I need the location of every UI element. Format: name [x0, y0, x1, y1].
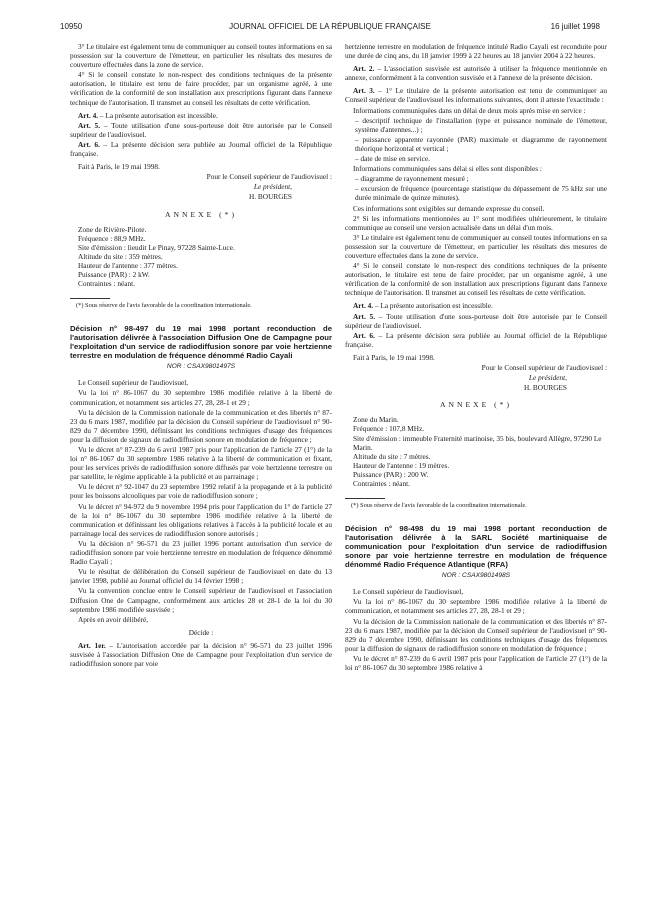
annexe-line: Zone du Marin.: [353, 415, 399, 425]
paragraph: Vu la loi n° 86-1067 du 30 septembre 1986 modifiée relative à la liberté de communication, et notamment ses articles 27, 28, 28-1 et 29 ;: [70, 388, 332, 407]
article-5: [345, 312, 607, 330]
article-text: – Toute utilisation d'une sous-porteuse doit être autorisée par le Conseil supérieur de l'audiovisuel.: [70, 120, 332, 139]
article-text: – 1° Le titulaire de la présente autorisation est tenu de communiquer au Conseil supérieur de l'audiovisuel les informations suivantes, dont il atteste l'exactitude :: [345, 86, 607, 105]
paragraph: 4° Si le conseil constate le non-respect des conditions techniques de la présente autorisation, le titulaire est tenu de faire procéder, par un organisme agréé, à une vérification de la conformité de son installation aux prescriptions figurant dans l'annexe technique de l'autorisation. Il transmet au conseil les résultats de cette vérification.: [70, 70, 332, 107]
paragraph: Vu la décision de la Commission nationale de la communication et des libertés n° 87-23 du 6 mars 1987, modifiée par la décision du Conseil supérieur de l'audiovisuel n° 90-829 du 7 décembre 1990, définissant les conditions techniques d'usage des fréquences pour la diffusion de signaux de radiodiffusion sonore en modulation de fréquence ;: [345, 616, 607, 653]
annexe-line: Altitude du site : 359 mètres.: [78, 251, 163, 261]
done-at: Fait à Paris, le 19 mai 1998.: [353, 352, 435, 362]
annexe-line: Site d'émission : lieudit Le Pinay, 97228 Sainte-Luce.: [78, 242, 235, 252]
article-2: [345, 64, 607, 82]
article-text: – La présente décision sera publiée au Journal officiel de la République française.: [345, 330, 607, 349]
list-item: – date de mise en service.: [355, 154, 430, 164]
paragraph: 3° Le titulaire est également tenu de communiquer au conseil toutes informations en sa possession sur la couverture de l'émetteur, en particulier les résultats des mesures de couverture effectuées dans la zone de service.: [70, 42, 332, 70]
article-text: – Toute utilisation d'une sous-porteuse doit être autorisée par le Conseil supérieur de l'audiovisuel.: [345, 311, 607, 330]
paragraph: Vu la décision de la Commission nationale de la communication et des libertés n° 87-23 du 6 mars 1987, modifiée par la décision du Conseil supérieur de l'audiovisuel n° 90-829 du 7 décembre 1990, définissant les conditions techniques d'usage des fréquences pour la diffusion de signaux de radiodiffusion sonore en modulation de fréquence ;: [70, 407, 332, 444]
paragraph: Vu le décret n° 92-1047 du 23 septembre 1992 relatif à la propagande et à la publicité pour les boissons alcooliques par voie de radiodiffusion sonore ;: [70, 482, 332, 501]
article-5: [70, 121, 332, 139]
nor-reference: [345, 571, 607, 580]
nor-code: NOR : CSAX9801498S: [441, 572, 511, 580]
article-text: – L'association susvisée est autorisée à utiliser la fréquence mentionnée en annexe, conformément à la convention susvisée et à l'annexe de la présente décision.: [345, 64, 607, 83]
article-3: [345, 86, 607, 104]
signature-role: Le président,: [528, 373, 567, 383]
article-label: Art. 4.: [353, 301, 374, 311]
paragraph: 4° Si le conseil constate le non-respect des conditions techniques de la présente autorisation, le titulaire est tenu de faire procéder, par un organisme agréé, à une vérification de la conformité de son installation aux prescriptions figurant dans l'annexe technique de l'autorisation. Il transmet au conseil les résultats de cette vérification.: [345, 261, 607, 298]
article-6: [345, 331, 607, 349]
annexe-line: Contraintes : néant.: [353, 479, 410, 489]
list-item: – excursion de fréquence (pourcentage statistique du dépassement de 75 kHz sur une durée minimale de quinze minutes).: [355, 184, 607, 203]
paragraph: 2° Si les informations mentionnées au 1° sont modifiées ultérieurement, le titulaire communique au conseil une version actualisée dans un délai d'un mois.: [345, 213, 607, 232]
paragraph: Vu le décret n° 87-239 du 6 avril 1987 pris pour l'application de l'article 27 (1°) de la loi n° 86-1067 du 30 septembre 1986 relative à: [345, 653, 607, 672]
paragraph: Vu la décision n° 96-571 du 23 juillet 1996 portant autorisation d'un service de radiodiffusion sonore par voie hertzienne terrestre en modulation de fréquence dénommé Radio Cayali ;: [70, 538, 332, 567]
signature-name: H. BOURGES: [249, 192, 292, 202]
right-column: [345, 42, 607, 892]
paragraph: Informations communiquées sans délai si elles sont disponibles :: [353, 164, 542, 174]
page-header: [60, 22, 600, 36]
paragraph: Vu le décret n° 87-239 du 6 avril 1987 pris pour l'application de l'article 27 (1°) de la loi n° 86-1067 du 30 septembre 1986 relative à la liberté de communication et fixant, pour les services privés de radiodiffusion sonore diffusés par voie hertzienne terrestre ou par satellite, le régime applicable à la publicité et au parrainage ;: [70, 445, 332, 482]
article-label: Art. 3.: [353, 86, 375, 96]
annexe-line: Hauteur de l'antenne : 19 mètres.: [353, 460, 450, 470]
done-at: Fait à Paris, le 19 mai 1998.: [78, 162, 160, 172]
annexe-line: Fréquence : 88,9 MHz.: [78, 233, 146, 243]
paragraph: hertzienne terrestre en modulation de fréquence intitulé Radio Cayali est reconduite pour une durée de cinq ans, du 18 janvier 1999 à 22 heures au 18 janvier 2004 à 22 heures.: [345, 42, 607, 61]
paragraph: 3° Le titulaire est également tenu de communiquer au conseil toutes informations en sa possession sur la couverture de l'émetteur, en particulier les résultats des mesures de couverture effectuées dans la zone de service.: [345, 232, 607, 260]
signature-for: Pour le Conseil supérieur de l'audiovisuel :: [481, 363, 607, 372]
paragraph: Après en avoir délibéré,: [78, 614, 149, 624]
annexe-line: Puissance (PAR) : 200 W.: [353, 469, 429, 479]
annexe-line: Fréquence : 107,8 MHz.: [353, 424, 425, 434]
nor-code: NOR : CSAX9801497S: [166, 363, 236, 371]
annexe-line: Puissance (PAR) : 2 kW.: [78, 270, 150, 280]
article-1: [70, 641, 332, 668]
article-label: Art. 1er.: [78, 640, 106, 650]
article-text: – L'autorisation accordée par la décision n° 96-571 du 23 juillet 1996 susvisée à l'association Diffusion One de Campagne pour l'exploitation d'un service de radiodiffusion sonore par voie: [70, 640, 332, 669]
page-number: 10950: [60, 22, 83, 31]
annexe-line: Contraintes : néant.: [78, 279, 135, 289]
article-4: [345, 301, 607, 310]
list-item: – puissance apparente rayonnée (PAR) maximale et diagramme de rayonnement théorique horizontal et vertical ;: [355, 134, 607, 153]
article-label: Art. 5.: [353, 311, 376, 321]
decision-title: Décision n° 98-497 du 19 mai 1998 portant reconduction de l'autorisation délivrée à l'association Diffusion One de Campagne pour l'exploitation d'un service de radiodiffusion sonore par voie hertzienne terrestre en modulation de fréquence dénommé Radio Cayali: [70, 324, 332, 361]
annexe-details: [345, 415, 607, 488]
paragraph: Vu le résultat de délibération du Conseil supérieur de l'audiovisuel en date du 13 janvier 1998, publié au Journal officiel du 14 février 1998 ;: [70, 567, 332, 586]
article-label: Art. 2.: [353, 64, 375, 74]
issue-date: 16 juillet 1998: [550, 22, 600, 31]
signature-role: Le président,: [253, 182, 292, 192]
annexe-title: ANNEXE (*): [165, 209, 237, 219]
annexe-line: Hauteur de l'antenne : 377 mètres.: [78, 260, 178, 270]
annexe-line: Zone de Rivière-Pilote.: [78, 224, 147, 234]
article-label: Art. 6.: [78, 139, 100, 149]
signature-name: H. BOURGES: [524, 383, 567, 393]
decide-heading: Décide :: [188, 627, 214, 637]
paragraph: Le Conseil supérieur de l'audiovisuel,: [353, 587, 464, 597]
annexe-line: Site d'émission : immeuble Fraternité marinoise, 35 bis, boulevard Allègre, 97290 Le Marin.: [353, 433, 602, 452]
paragraph: Vu le décret n° 94-972 du 9 novembre 1994 pris pour l'application du 1° de l'article 27 de la loi n° 86-1067 du 30 septembre 1986 modifiée relative à la liberté de communication et définissant les obligations relatives à l'accès à la publicité locale et au parrainage local des services de radiodiffusion sonore autorisés ;: [70, 501, 332, 538]
decision-title: Décision n° 98-498 du 19 mai 1998 portant reconduction de l'autorisation délivrée à la SARL Société martiniquaise de communication pour l'exploitation d'un service de radiodiffusion sonore par voie hertzienne terrestre en modulation de fréquence dénommé Radio Fréquence Atlantique (RFA): [345, 524, 607, 570]
left-column: [70, 42, 332, 892]
article-label: Art. 6.: [353, 330, 375, 340]
signature-for: Pour le Conseil supérieur de l'audiovisuel :: [206, 172, 332, 182]
article-text: – La présente autorisation est incessible.: [373, 301, 493, 311]
list-item: – descriptif technique de l'installation (type et puissance nominale de l'émetteur, système d'antennes...) ;: [355, 115, 607, 134]
footnote-divider: [70, 298, 110, 299]
article-4: [70, 111, 332, 120]
annexe-line: Altitude du site : 7 mètres.: [353, 451, 431, 461]
article-text: – La présente autorisation est incessible.: [98, 110, 218, 120]
article-label: Art. 4.: [78, 110, 99, 120]
footnote: (*) Sous réserve de l'avis favorable de la coordination internationale.: [76, 302, 252, 310]
paragraph: Vu la convention conclue entre le Conseil supérieur de l'audiovisuel et l'association Diffusion One de Campagne, conformément aux articles 28 et 28-1 de la loi du 30 septembre 1986 modifiée susvisée ;: [70, 586, 332, 614]
paragraph: Vu la loi n° 86-1067 du 30 septembre 1986 modifiée relative à la liberté de communication, et notamment ses articles 27, 28, 28-1 et 29 ;: [345, 597, 607, 616]
paragraph: Ces informations sont exigibles sur demande expresse du conseil.: [353, 203, 545, 213]
article-text: – La présente décision sera publiée au Journal officiel de la République française.: [70, 139, 332, 159]
footnote-divider: [345, 498, 385, 499]
annexe-title: ANNEXE (*): [440, 400, 512, 410]
paragraph: Le Conseil supérieur de l'audiovisuel,: [78, 378, 189, 388]
footnote: (*) Sous réserve de l'avis favorable de la coordination internationale.: [351, 502, 527, 510]
paragraph: Informations communiquées dans un délai de deux mois après mise en service :: [353, 105, 586, 115]
article-label: Art. 5.: [78, 120, 101, 130]
list-item: – diagramme de rayonnement mesuré ;: [355, 174, 469, 184]
nor-reference: [70, 362, 332, 371]
journal-title: JOURNAL OFFICIEL DE LA RÉPUBLIQUE FRANÇAISE: [229, 22, 431, 31]
article-6: [70, 140, 332, 158]
annexe-details: [70, 225, 332, 289]
